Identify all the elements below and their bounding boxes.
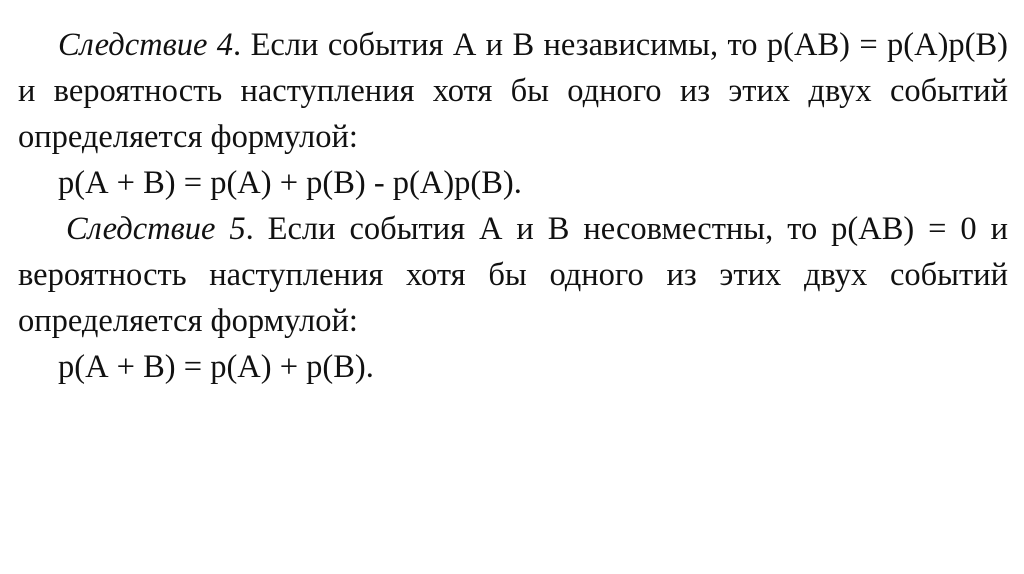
corollary-4-formula: р(А + В) = р(А) + р(В) - р(А)р(В). (58, 165, 522, 201)
corollary-5-paragraph (18, 206, 1008, 344)
corollary-5-text: . Если события А и В несовместны, то р(АВ) = 0 и вероятность наступления хотя бы одного из этих двух событий определяется формулой: (18, 211, 1008, 339)
corollary-5-label: Следствие 5 (66, 211, 246, 247)
corollary-4-paragraph (18, 22, 1008, 160)
corollary-4-label: Следствие 4 (58, 27, 234, 63)
corollary-5-formula: р(А + В) = р(А) + р(В). (58, 349, 374, 385)
text-block (18, 22, 1008, 390)
corollary-4-text: . Если события А и В независимы, то р(АВ) = р(А)р(В) и вероятность наступления хотя бы одного из этих двух событий определяется формулой: (18, 27, 1008, 155)
